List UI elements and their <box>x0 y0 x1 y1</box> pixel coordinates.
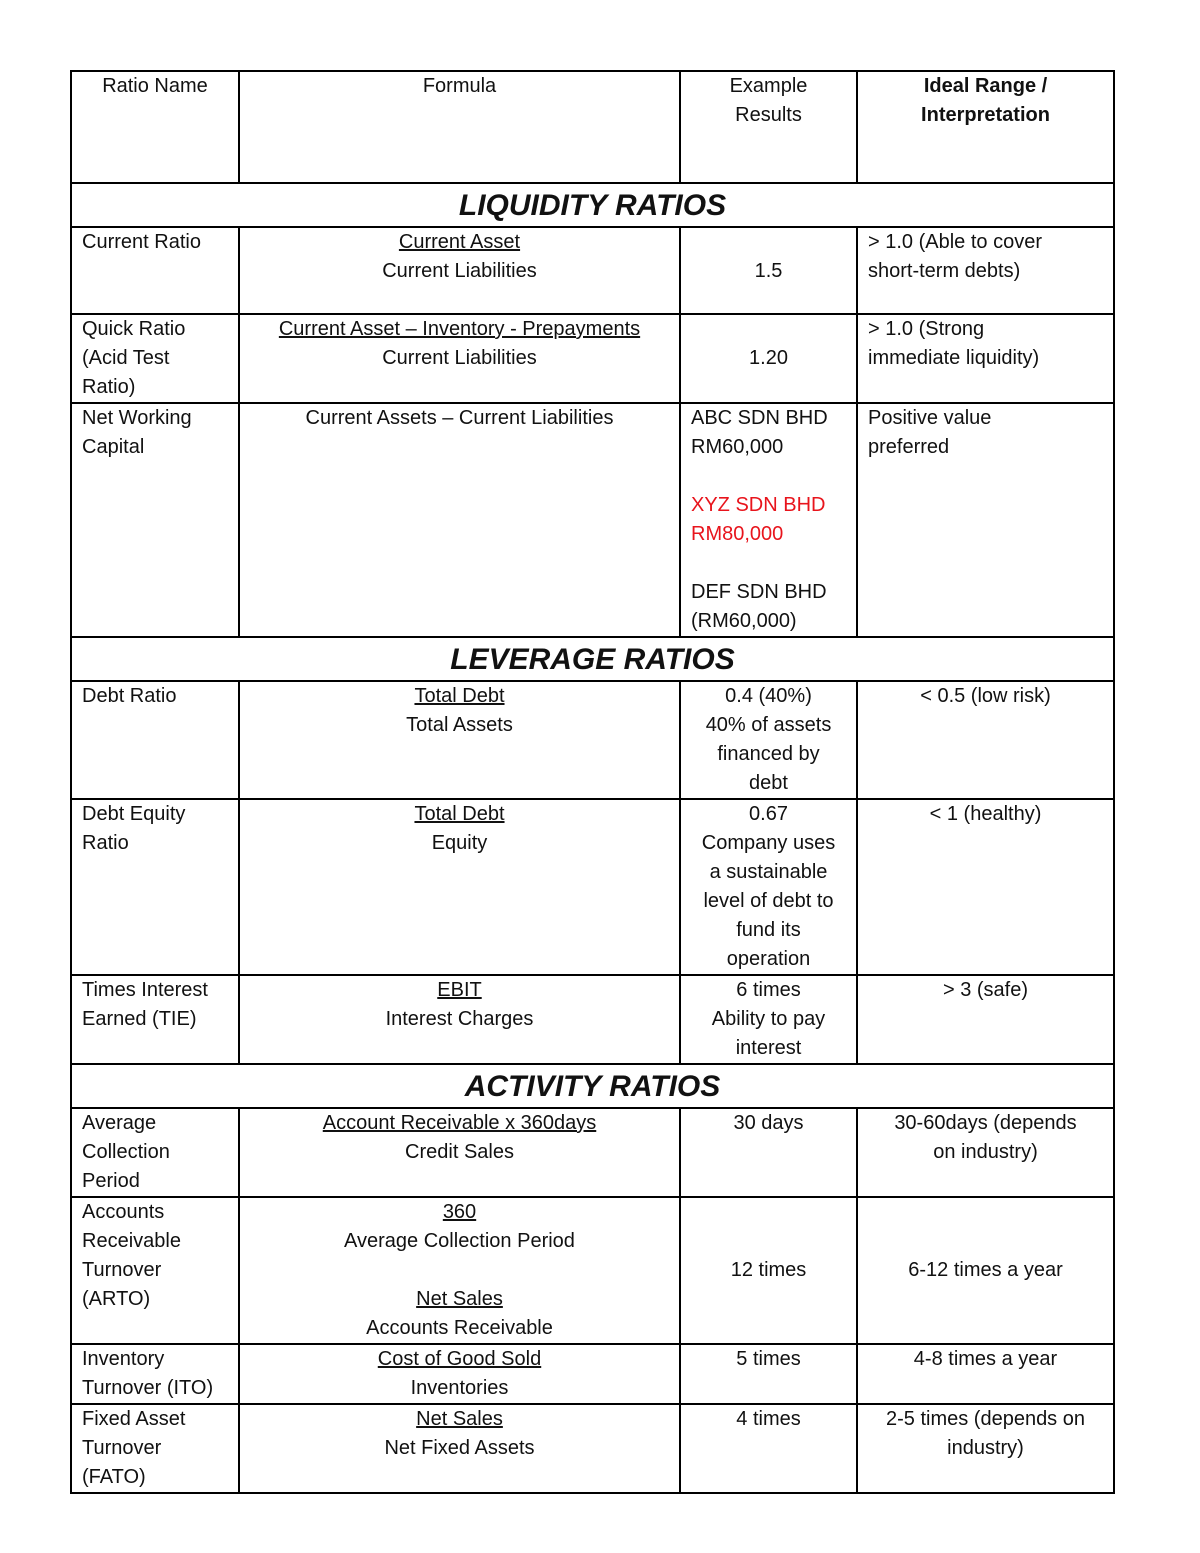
ratio-name: Average Collection Period <box>71 1108 239 1197</box>
formula-cell: Current Assets – Current Liabilities <box>239 403 680 637</box>
example-result: 0.67 Company uses a sustainable level of debt to fund its operation <box>680 799 857 975</box>
ideal-range: < 0.5 (low risk) <box>857 681 1114 799</box>
formula-cell <box>239 227 680 314</box>
section-title: LEVERAGE RATIOS <box>71 637 1114 681</box>
formula-denominator: Inventories <box>410 1377 509 1399</box>
ideal-range: 2-5 times (depends on industry) <box>857 1404 1114 1493</box>
table-row-acp <box>71 1108 1114 1197</box>
ideal-range: Positive value preferred <box>857 403 1114 637</box>
example-result: 30 days <box>680 1108 857 1197</box>
company-result-abc: ABC SDN BHD RM60,000 <box>691 407 828 458</box>
formula-cell <box>239 1344 680 1404</box>
table-row-fato <box>71 1404 1114 1493</box>
formula-numerator: 360 <box>442 1201 477 1223</box>
section-liquidity <box>71 183 1114 227</box>
header-formula: Formula <box>239 71 680 183</box>
example-result: 0.4 (40%) 40% of assets financed by debt <box>680 681 857 799</box>
ideal-range: 6-12 times a year <box>857 1197 1114 1344</box>
header-example-results: Example Results <box>680 71 857 183</box>
formula-numerator: Current Asset <box>398 231 521 253</box>
formula-cell <box>239 1404 680 1493</box>
example-result: 12 times <box>680 1197 857 1344</box>
header-ratio-name: Ratio Name <box>71 71 239 183</box>
example-result: 5 times <box>680 1344 857 1404</box>
ideal-range: 30-60days (depends on industry) <box>857 1108 1114 1197</box>
example-result: 4 times <box>680 1404 857 1493</box>
ratio-name: Debt Ratio <box>71 681 239 799</box>
formula-numerator: Current Asset – Inventory - Prepayments <box>278 318 641 340</box>
table-row-arto <box>71 1197 1114 1344</box>
formula-denominator: Total Assets <box>406 714 513 736</box>
formula-cell <box>239 1197 680 1344</box>
table-row-debt-ratio <box>71 681 1114 799</box>
formula-denominator: Net Fixed Assets <box>384 1437 535 1459</box>
example-result: 6 times Ability to pay interest <box>680 975 857 1064</box>
formula-cell <box>239 314 680 403</box>
ratio-name: Net Working Capital <box>71 403 239 637</box>
ratio-name: Inventory Turnover (ITO) <box>71 1344 239 1404</box>
financial-ratios-table <box>70 70 1115 1494</box>
formula-denominator: Interest Charges <box>385 1008 534 1030</box>
formula-denominator: Current Liabilities <box>382 260 537 282</box>
formula-denominator-alt: Accounts Receivable <box>366 1317 553 1339</box>
ratio-name: Debt Equity Ratio <box>71 799 239 975</box>
formula-cell <box>239 975 680 1064</box>
formula-numerator: Cost of Good Sold <box>377 1348 542 1370</box>
formula-cell <box>239 1108 680 1197</box>
table-row-net-working-capital <box>71 403 1114 637</box>
ratio-name: Current Ratio <box>71 227 239 314</box>
section-leverage <box>71 637 1114 681</box>
ideal-range: < 1 (healthy) <box>857 799 1114 975</box>
example-result: 1.5 <box>680 227 857 314</box>
company-result-def: DEF SDN BHD (RM60,000) <box>691 581 827 632</box>
formula-numerator: Total Debt <box>414 803 505 825</box>
header-ideal-range: Ideal Range / Interpretation <box>857 71 1114 183</box>
table-row-current-ratio <box>71 227 1114 314</box>
ideal-range: 4-8 times a year <box>857 1344 1114 1404</box>
formula-denominator: Equity <box>431 832 488 854</box>
formula-numerator-alt: Net Sales <box>416 1288 503 1310</box>
formula-numerator: Net Sales <box>416 1408 503 1430</box>
table-row-quick-ratio <box>71 314 1114 403</box>
ratio-name: Quick Ratio (Acid Test Ratio) <box>71 314 239 403</box>
table-header-row <box>71 71 1114 183</box>
table-row-ito <box>71 1344 1114 1404</box>
ideal-range: > 3 (safe) <box>857 975 1114 1064</box>
ratio-name: Accounts Receivable Turnover (ARTO) <box>71 1197 239 1344</box>
company-result-xyz: XYZ SDN BHD RM80,000 <box>691 494 826 545</box>
ratio-name: Times Interest Earned (TIE) <box>71 975 239 1064</box>
formula-denominator: Credit Sales <box>405 1141 514 1163</box>
table-row-debt-equity <box>71 799 1114 975</box>
ratio-name: Fixed Asset Turnover (FATO) <box>71 1404 239 1493</box>
section-activity <box>71 1064 1114 1108</box>
formula-cell <box>239 681 680 799</box>
formula-cell <box>239 799 680 975</box>
formula-numerator: EBIT <box>437 979 482 1001</box>
example-result: 1.20 <box>680 314 857 403</box>
section-title: ACTIVITY RATIOS <box>71 1064 1114 1108</box>
example-result <box>680 403 857 637</box>
ideal-range: > 1.0 (Strong immediate liquidity) <box>857 314 1114 403</box>
formula-numerator: Account Receivable x 360days <box>322 1112 597 1134</box>
ideal-range: > 1.0 (Able to cover short-term debts) <box>857 227 1114 314</box>
formula-denominator: Current Liabilities <box>382 347 537 369</box>
table-row-tie <box>71 975 1114 1064</box>
section-title: LIQUIDITY RATIOS <box>71 183 1114 227</box>
formula-denominator: Average Collection Period <box>344 1230 575 1252</box>
formula-numerator: Total Debt <box>414 685 505 707</box>
